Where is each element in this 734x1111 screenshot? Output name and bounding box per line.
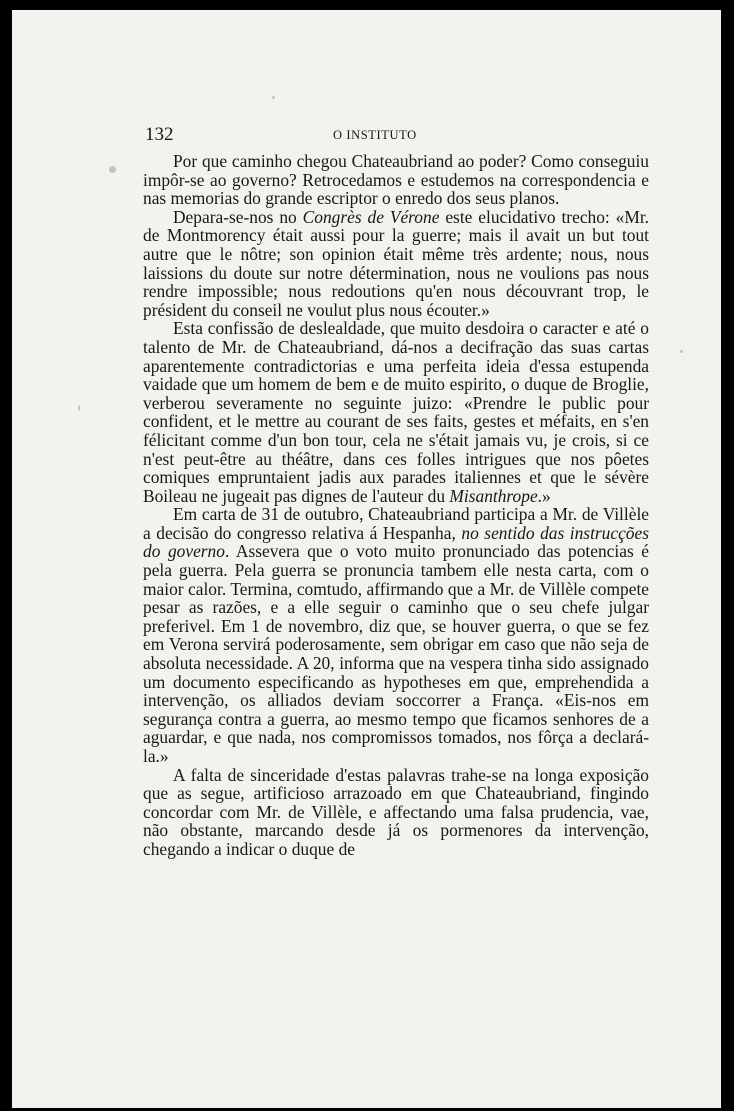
paragraph-2 (143, 208, 649, 320)
book-page (12, 10, 721, 1108)
paragraph-3-start: Esta confissão de deslealdade, que muito desdoira o caracter e até o talento de Mr. de Chateaubriand, dá-nos a decifração das suas cartas aparentemente contradictorias e uma perfeita ideia d'essa estupenda vaidade que um homem de bem e de muito espirito, o duque de Broglie, verberou severamente no seguinte juizo: «Prendre le public pour confident, et le mettre au courant de ses faits, gestes et méfaits, en s'en félicitant comme d'un bon tour, cela ne s'était jamais vu, je crois, si ce n'est peut-être au théâtre, dans ces folles intrigues que nos pôetes comiques empruntaient jadis aux parades italiennes et que le sévère Boileau ne jugeait pas dignes de l'auteur du (143, 318, 649, 506)
paragraph-2-rest: este elucidativo trecho: «Mr. de Montmorency était aussi pour la guerre; mais il avait un but tout autre que le nôtre; son opinion était même très ardente; nous, nous laissions du doute sur notre détermination, nous ne voulions pas nous rendre impossible; nous redoutions qu'en nous découvrant trop, le président du conseil ne voulut plus nous écouter.» (143, 206, 650, 320)
book-title-misanthrope: Misanthrope (449, 485, 538, 506)
paragraph-5: A falta de sinceridade d'estas palavras trahe-se na longa exposição que as segue, artificioso arrazoado em que Chateaubriand, fingindo concordar com Mr. de Villèle, e affectando uma falsa prudencia, vae, não obstante, marcando desde já os pormenores da intervenção, chegando a indicar o duque de (143, 764, 649, 859)
paragraph-4 (143, 505, 649, 765)
print-speck (272, 96, 275, 99)
print-speck (680, 350, 683, 353)
paragraph-3 (143, 319, 649, 505)
page-number: 132 (145, 124, 174, 145)
paragraph-4-rest: . Assevera que o voto muito pronunciado das potencias é pela guerra. Pela guerra se pronuncia tambem elle nesta carta, com o maior calor. Termina, comtudo, affirmando que a Mr. de Villèle compete pesar as razões, e a elle seguir o caminho que o seu chefe julgar preferivel. Em 1 de novembro, diz que, se houver guerra, o que se fez em Verona servirá poderosamente, sem obrigar em caso que não seja de absoluta necessidade. A 20, informa que na vespera tinha sido assignado um documento especificando as hypotheses em que, emprehendida a intervenção, os alliados deviam soccorrer a França. «Eis-nos em segurança contra a guerra, ao mesmo tempo que ficamos senhores de a aguardar, e que nada, nos compromissos tomados, nos fôrça a declará-la.» (143, 541, 649, 766)
print-speck (109, 166, 116, 173)
paragraph-4-italic: no sentido das instrucções do governo (143, 522, 649, 562)
book-title-congres: Congrès de Vérone (302, 206, 440, 227)
paragraph-3-end: .» (537, 485, 551, 506)
print-speck (78, 405, 80, 411)
running-title: O INSTITUTO (333, 128, 417, 142)
paragraph-2-start: Depara-se-nos no (173, 206, 303, 227)
paragraph-1: Por que caminho chegou Chateaubriand ao poder? Como conseguiu impôr-se ao governo? Retrocedamos e estudemos na correspondencia e nas memorias do grande escriptor o enredo dos seus planos. (143, 151, 649, 209)
body-text (143, 152, 649, 859)
paragraph-4-start: Em carta de 31 de outubro, Chateaubriand participa a Mr. de Villèle a decisão do congresso relativa á Hespanha, (143, 504, 649, 543)
page-header (145, 124, 647, 146)
